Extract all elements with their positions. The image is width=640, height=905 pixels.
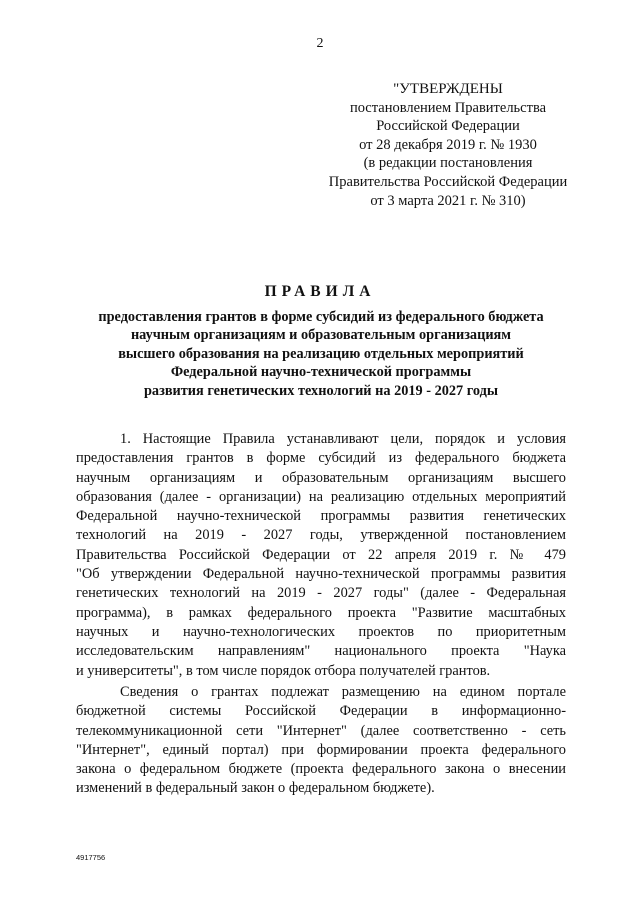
approval-line: (в редакции постановления xyxy=(363,155,533,172)
subtitle-line: предоставления грантов в форме субсидий из федерального бюджета xyxy=(98,309,544,325)
paragraph-line: телекоммуникационной сети "Интернет" (далее соответственно - сеть xyxy=(76,722,566,739)
approval-line: от 28 декабря 2019 г. № 1930 xyxy=(359,136,537,153)
document-subtitle xyxy=(76,308,566,400)
paragraph-1 xyxy=(76,430,566,681)
document-title: ПРАВИЛА xyxy=(264,283,376,300)
paragraph-line: генетических технологий на 2019 - 2027 годы" (далее - Федеральная xyxy=(76,585,566,602)
approval-line: "УТВЕРЖДЕНЫ xyxy=(393,81,503,97)
paragraph-line: и университеты", в том числе порядок отбора получателей грантов. xyxy=(76,662,491,679)
approval-line: от 3 марта 2021 г. № 310) xyxy=(370,192,526,209)
subtitle-line: высшего образования на реализацию отдельных мероприятий xyxy=(118,345,524,362)
subtitle-line: развития генетических технологий на 2019 - 2027 годы xyxy=(143,382,499,399)
paragraph-line: Федеральной научно-технической программы развития генетических xyxy=(76,508,566,525)
page-number: 2 xyxy=(316,36,324,51)
paragraph-line: Сведения о грантах подлежат размещению на едином портале xyxy=(120,684,566,700)
paragraph-line: предоставления грантов в форме субсидий из федерального бюджета xyxy=(76,450,566,467)
approval-line: Российской Федерации xyxy=(376,118,520,135)
approval-line: Правительства Российской Федерации xyxy=(328,173,568,190)
paragraph-line: изменений в федеральный закон о федеральном бюджете). xyxy=(76,780,435,797)
paragraph-line: "Об утверждении Федеральной научно-технической программы развития xyxy=(76,566,566,583)
approval-stamp xyxy=(318,80,578,210)
paragraph-line: бюджетной системы Российской Федерации в информационно- xyxy=(76,703,566,720)
paragraph-line: 1. Настоящие Правила устанавливают цели, порядок и условия xyxy=(120,431,566,447)
paragraph-line: исследовательским направлениям" национального проекта "Наука xyxy=(76,643,566,660)
paragraph-line: "Интернет", единый портал) при формировании проекта федерального xyxy=(76,741,566,758)
paragraph-line: научных и научно-технологических проектов по приоритетным xyxy=(76,623,566,640)
document-code: 4917756 xyxy=(76,853,106,862)
paragraph-line: технологий на 2019 - 2027 годы, утвержденной постановлением xyxy=(76,527,566,544)
paragraph-line: программа), в рамках федерального проекта "Развитие масштабных xyxy=(76,604,566,621)
paragraph-line: Правительства Российской Федерации от 22 апреля 2019 г. № 479 xyxy=(76,546,566,563)
subtitle-line: Федеральной научно-технической программы xyxy=(170,364,472,381)
paragraph-line: закона о федеральном бюджете (проекта федерального закона о внесении xyxy=(76,761,566,778)
approval-line: постановлением Правительства xyxy=(349,99,547,116)
paragraph-line: научным организациям и образовательным организациям высшего xyxy=(76,469,566,486)
subtitle-line: научным организациям и образовательным организациям xyxy=(130,327,512,344)
paragraph-2 xyxy=(76,683,566,799)
paragraph-line: образования (далее - организации) на реализацию отдельных мероприятий xyxy=(76,488,566,505)
